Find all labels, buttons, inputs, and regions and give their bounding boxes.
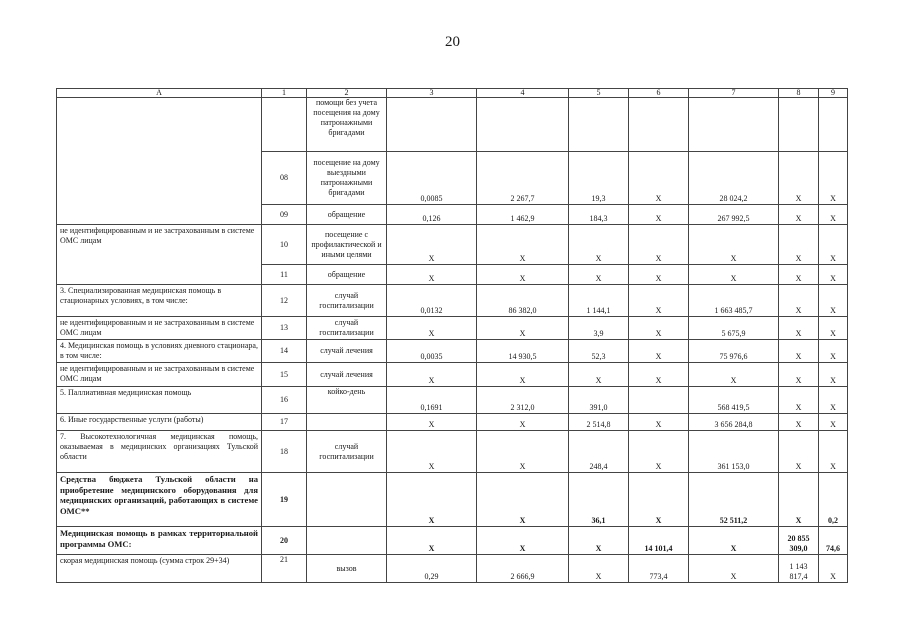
- row-number: 09: [262, 205, 307, 225]
- table-row: [57, 98, 848, 152]
- cell-col-6: Х: [629, 265, 689, 285]
- table-row: [57, 414, 848, 431]
- header-cell-6: 6: [629, 89, 689, 98]
- row-name-cell: не идентифицированным и не застрахованным в системе ОМС лицам: [57, 317, 262, 340]
- cell-col-4: 1 462,9: [477, 205, 569, 225]
- cell-col-8: Х: [779, 431, 819, 473]
- cell-col-5: 36,1: [569, 473, 629, 527]
- cell-col-8: 20 855 309,0: [779, 527, 819, 555]
- cell-col-3: Х: [387, 225, 477, 265]
- row-number: 12: [262, 285, 307, 317]
- row-unit: случай лечения: [307, 340, 387, 363]
- cell-col-8: Х: [779, 363, 819, 387]
- cell-col-4: Х: [477, 363, 569, 387]
- cell-col-8: Х: [779, 317, 819, 340]
- cell-col-5: Х: [569, 527, 629, 555]
- table-row: [57, 527, 848, 555]
- header-cell-3: 3: [387, 89, 477, 98]
- row-unit: помощи без учета посещения на дому патронажными бригадами: [307, 98, 387, 152]
- cell-col-4: 86 382,0: [477, 285, 569, 317]
- cell-col-9: Х: [819, 225, 848, 265]
- table-row: [57, 387, 848, 414]
- table-row: [57, 225, 848, 265]
- cell-col-4: 2 267,7: [477, 152, 569, 205]
- cell-col-4: Х: [477, 431, 569, 473]
- header-cell-2: 2: [307, 89, 387, 98]
- cell-col-9: Х: [819, 317, 848, 340]
- cell-col-6: Х: [629, 225, 689, 265]
- cell-col-7: 5 675,9: [689, 317, 779, 340]
- row-number: 20: [262, 527, 307, 555]
- cell-col-8: Х: [779, 340, 819, 363]
- cell-col-3: Х: [387, 265, 477, 285]
- cell-col-4: Х: [477, 527, 569, 555]
- row-unit: случай лечения: [307, 363, 387, 387]
- cell-col-4: [477, 98, 569, 152]
- cell-col-5: Х: [569, 363, 629, 387]
- cell-col-9: [819, 98, 848, 152]
- cell-col-5: 391,0: [569, 387, 629, 414]
- row-unit: случай госпитализации: [307, 317, 387, 340]
- row-unit: случай госпитализации: [307, 431, 387, 473]
- cell-col-8: Х: [779, 285, 819, 317]
- cell-col-4: 2 312,0: [477, 387, 569, 414]
- row-unit: вызов: [307, 555, 387, 583]
- cell-col-3: 0,0035: [387, 340, 477, 363]
- cell-col-7: Х: [689, 527, 779, 555]
- cell-col-5: 248,4: [569, 431, 629, 473]
- header-cell-9: 9: [819, 89, 848, 98]
- cell-col-5: 1 144,1: [569, 285, 629, 317]
- row-number: 10: [262, 225, 307, 265]
- cell-col-4: Х: [477, 317, 569, 340]
- cell-col-7: 3 656 284,8: [689, 414, 779, 431]
- cell-col-9: Х: [819, 414, 848, 431]
- cell-col-3: 0,1691: [387, 387, 477, 414]
- cell-col-4: Х: [477, 414, 569, 431]
- cell-col-6: 773,4: [629, 555, 689, 583]
- cell-col-8: Х: [779, 414, 819, 431]
- row-number: 15: [262, 363, 307, 387]
- row-number: 19: [262, 473, 307, 527]
- table-row: [57, 431, 848, 473]
- row-number: 11: [262, 265, 307, 285]
- cell-col-5: 3,9: [569, 317, 629, 340]
- cell-col-6: Х: [629, 152, 689, 205]
- cell-col-5: 184,3: [569, 205, 629, 225]
- row-name-cell: не идентифицированным и не застрахованным в системе ОМС лицам: [57, 225, 262, 285]
- table-row: [57, 285, 848, 317]
- row-name-cell: 4. Медицинская помощь в условиях дневного стационара, в том числе:: [57, 340, 262, 363]
- cell-col-3: Х: [387, 414, 477, 431]
- cell-col-4: Х: [477, 225, 569, 265]
- cell-col-9: Х: [819, 387, 848, 414]
- cell-col-6: Х: [629, 317, 689, 340]
- cell-col-6: Х: [629, 205, 689, 225]
- row-name-cell: не идентифицированным и не застрахованным в системе ОМС лицам: [57, 363, 262, 387]
- row-number: 21: [262, 555, 307, 583]
- cell-col-7: Х: [689, 265, 779, 285]
- table-row: [57, 340, 848, 363]
- table-row: [57, 317, 848, 340]
- cell-col-8: 1 143 817,4: [779, 555, 819, 583]
- cell-col-8: Х: [779, 205, 819, 225]
- cell-col-7: Х: [689, 363, 779, 387]
- cell-col-9: Х: [819, 340, 848, 363]
- row-unit: койко-день: [307, 387, 387, 414]
- cell-col-3: 0,126: [387, 205, 477, 225]
- cell-col-9: 0,2: [819, 473, 848, 527]
- cell-col-5: Х: [569, 265, 629, 285]
- row-number: 08: [262, 152, 307, 205]
- row-number: 14: [262, 340, 307, 363]
- cell-col-6: Х: [629, 473, 689, 527]
- row-name-cell: [57, 98, 262, 225]
- row-unit: [307, 473, 387, 527]
- cell-col-5: Х: [569, 225, 629, 265]
- cell-col-9: 74,6: [819, 527, 848, 555]
- cell-col-6: [629, 98, 689, 152]
- cell-col-6: [629, 387, 689, 414]
- cell-col-6: Х: [629, 431, 689, 473]
- cell-col-5: [569, 98, 629, 152]
- cell-col-5: 2 514,8: [569, 414, 629, 431]
- cell-col-5: Х: [569, 555, 629, 583]
- row-number: 13: [262, 317, 307, 340]
- row-name-cell: 5. Паллиативная медицинская помощь: [57, 387, 262, 414]
- cell-col-4: Х: [477, 265, 569, 285]
- cell-col-8: [779, 98, 819, 152]
- cell-col-5: 52,3: [569, 340, 629, 363]
- cell-col-3: Х: [387, 363, 477, 387]
- cell-col-9: Х: [819, 152, 848, 205]
- cell-col-6: Х: [629, 414, 689, 431]
- row-unit: обращение: [307, 205, 387, 225]
- cell-col-9: Х: [819, 205, 848, 225]
- row-unit: посещение на дому выездными патронажными бригадами: [307, 152, 387, 205]
- header-cell-a: А: [57, 89, 262, 98]
- cell-col-4: 2 666,9: [477, 555, 569, 583]
- cell-col-7: 52 511,2: [689, 473, 779, 527]
- cell-col-7: 75 976,6: [689, 340, 779, 363]
- cell-col-8: Х: [779, 387, 819, 414]
- cell-col-7: [689, 98, 779, 152]
- cell-col-9: Х: [819, 363, 848, 387]
- row-number: 17: [262, 414, 307, 431]
- row-name-cell: 6. Иные государственные услуги (работы): [57, 414, 262, 431]
- cell-col-3: [387, 98, 477, 152]
- row-name-cell: Средства бюджета Тульской области на приобретение медицинского оборудования для медицинских организаций, работающих в системе ОМС**: [57, 473, 262, 527]
- cell-col-6: 14 101,4: [629, 527, 689, 555]
- cell-col-4: Х: [477, 473, 569, 527]
- cell-col-8: Х: [779, 265, 819, 285]
- header-cell-4: 4: [477, 89, 569, 98]
- cell-col-7: 267 992,5: [689, 205, 779, 225]
- cell-col-6: Х: [629, 363, 689, 387]
- cell-col-8: Х: [779, 225, 819, 265]
- row-name-cell: скорая медицинская помощь (сумма строк 29+34): [57, 555, 262, 583]
- cell-col-4: 14 930,5: [477, 340, 569, 363]
- row-name-cell: Медицинская помощь в рамках территориальной программы ОМС:: [57, 527, 262, 555]
- cell-col-3: Х: [387, 431, 477, 473]
- page-number: 20: [445, 34, 460, 50]
- header-row: [57, 89, 848, 98]
- row-number: [262, 98, 307, 152]
- header-cell-7: 7: [689, 89, 779, 98]
- cell-col-7: 361 153,0: [689, 431, 779, 473]
- cell-col-7: 568 419,5: [689, 387, 779, 414]
- row-number: 18: [262, 431, 307, 473]
- cell-col-3: 0,0085: [387, 152, 477, 205]
- cell-col-6: Х: [629, 340, 689, 363]
- table-row: [57, 555, 848, 583]
- row-unit: посещение с профилактической и иными целями: [307, 225, 387, 265]
- cell-col-9: Х: [819, 555, 848, 583]
- cell-col-6: Х: [629, 285, 689, 317]
- cell-col-5: 19,3: [569, 152, 629, 205]
- cell-col-8: Х: [779, 473, 819, 527]
- row-unit: случай госпитализации: [307, 285, 387, 317]
- cell-col-7: 28 024,2: [689, 152, 779, 205]
- cell-col-3: Х: [387, 317, 477, 340]
- table-row: [57, 363, 848, 387]
- cell-col-9: Х: [819, 265, 848, 285]
- row-number: 16: [262, 387, 307, 414]
- header-cell-8: 8: [779, 89, 819, 98]
- row-unit: обращение: [307, 265, 387, 285]
- row-name-cell: 7. Высокотехнологичная медицинская помощь, оказываемая в медицинских организациях Тульской области: [57, 431, 262, 473]
- cell-col-3: 0,29: [387, 555, 477, 583]
- row-unit: [307, 414, 387, 431]
- header-cell-1: 1: [262, 89, 307, 98]
- cell-col-3: Х: [387, 527, 477, 555]
- data-table: [56, 88, 848, 583]
- row-unit: [307, 527, 387, 555]
- table-row: [57, 473, 848, 527]
- cell-col-3: 0,0132: [387, 285, 477, 317]
- cell-col-7: Х: [689, 555, 779, 583]
- header-cell-5: 5: [569, 89, 629, 98]
- cell-col-8: Х: [779, 152, 819, 205]
- cell-col-9: Х: [819, 285, 848, 317]
- row-name-cell: 3. Специализированная медицинская помощь в стационарных условиях, в том числе:: [57, 285, 262, 317]
- cell-col-7: 1 663 485,7: [689, 285, 779, 317]
- cell-col-7: Х: [689, 225, 779, 265]
- cell-col-3: Х: [387, 473, 477, 527]
- cell-col-9: Х: [819, 431, 848, 473]
